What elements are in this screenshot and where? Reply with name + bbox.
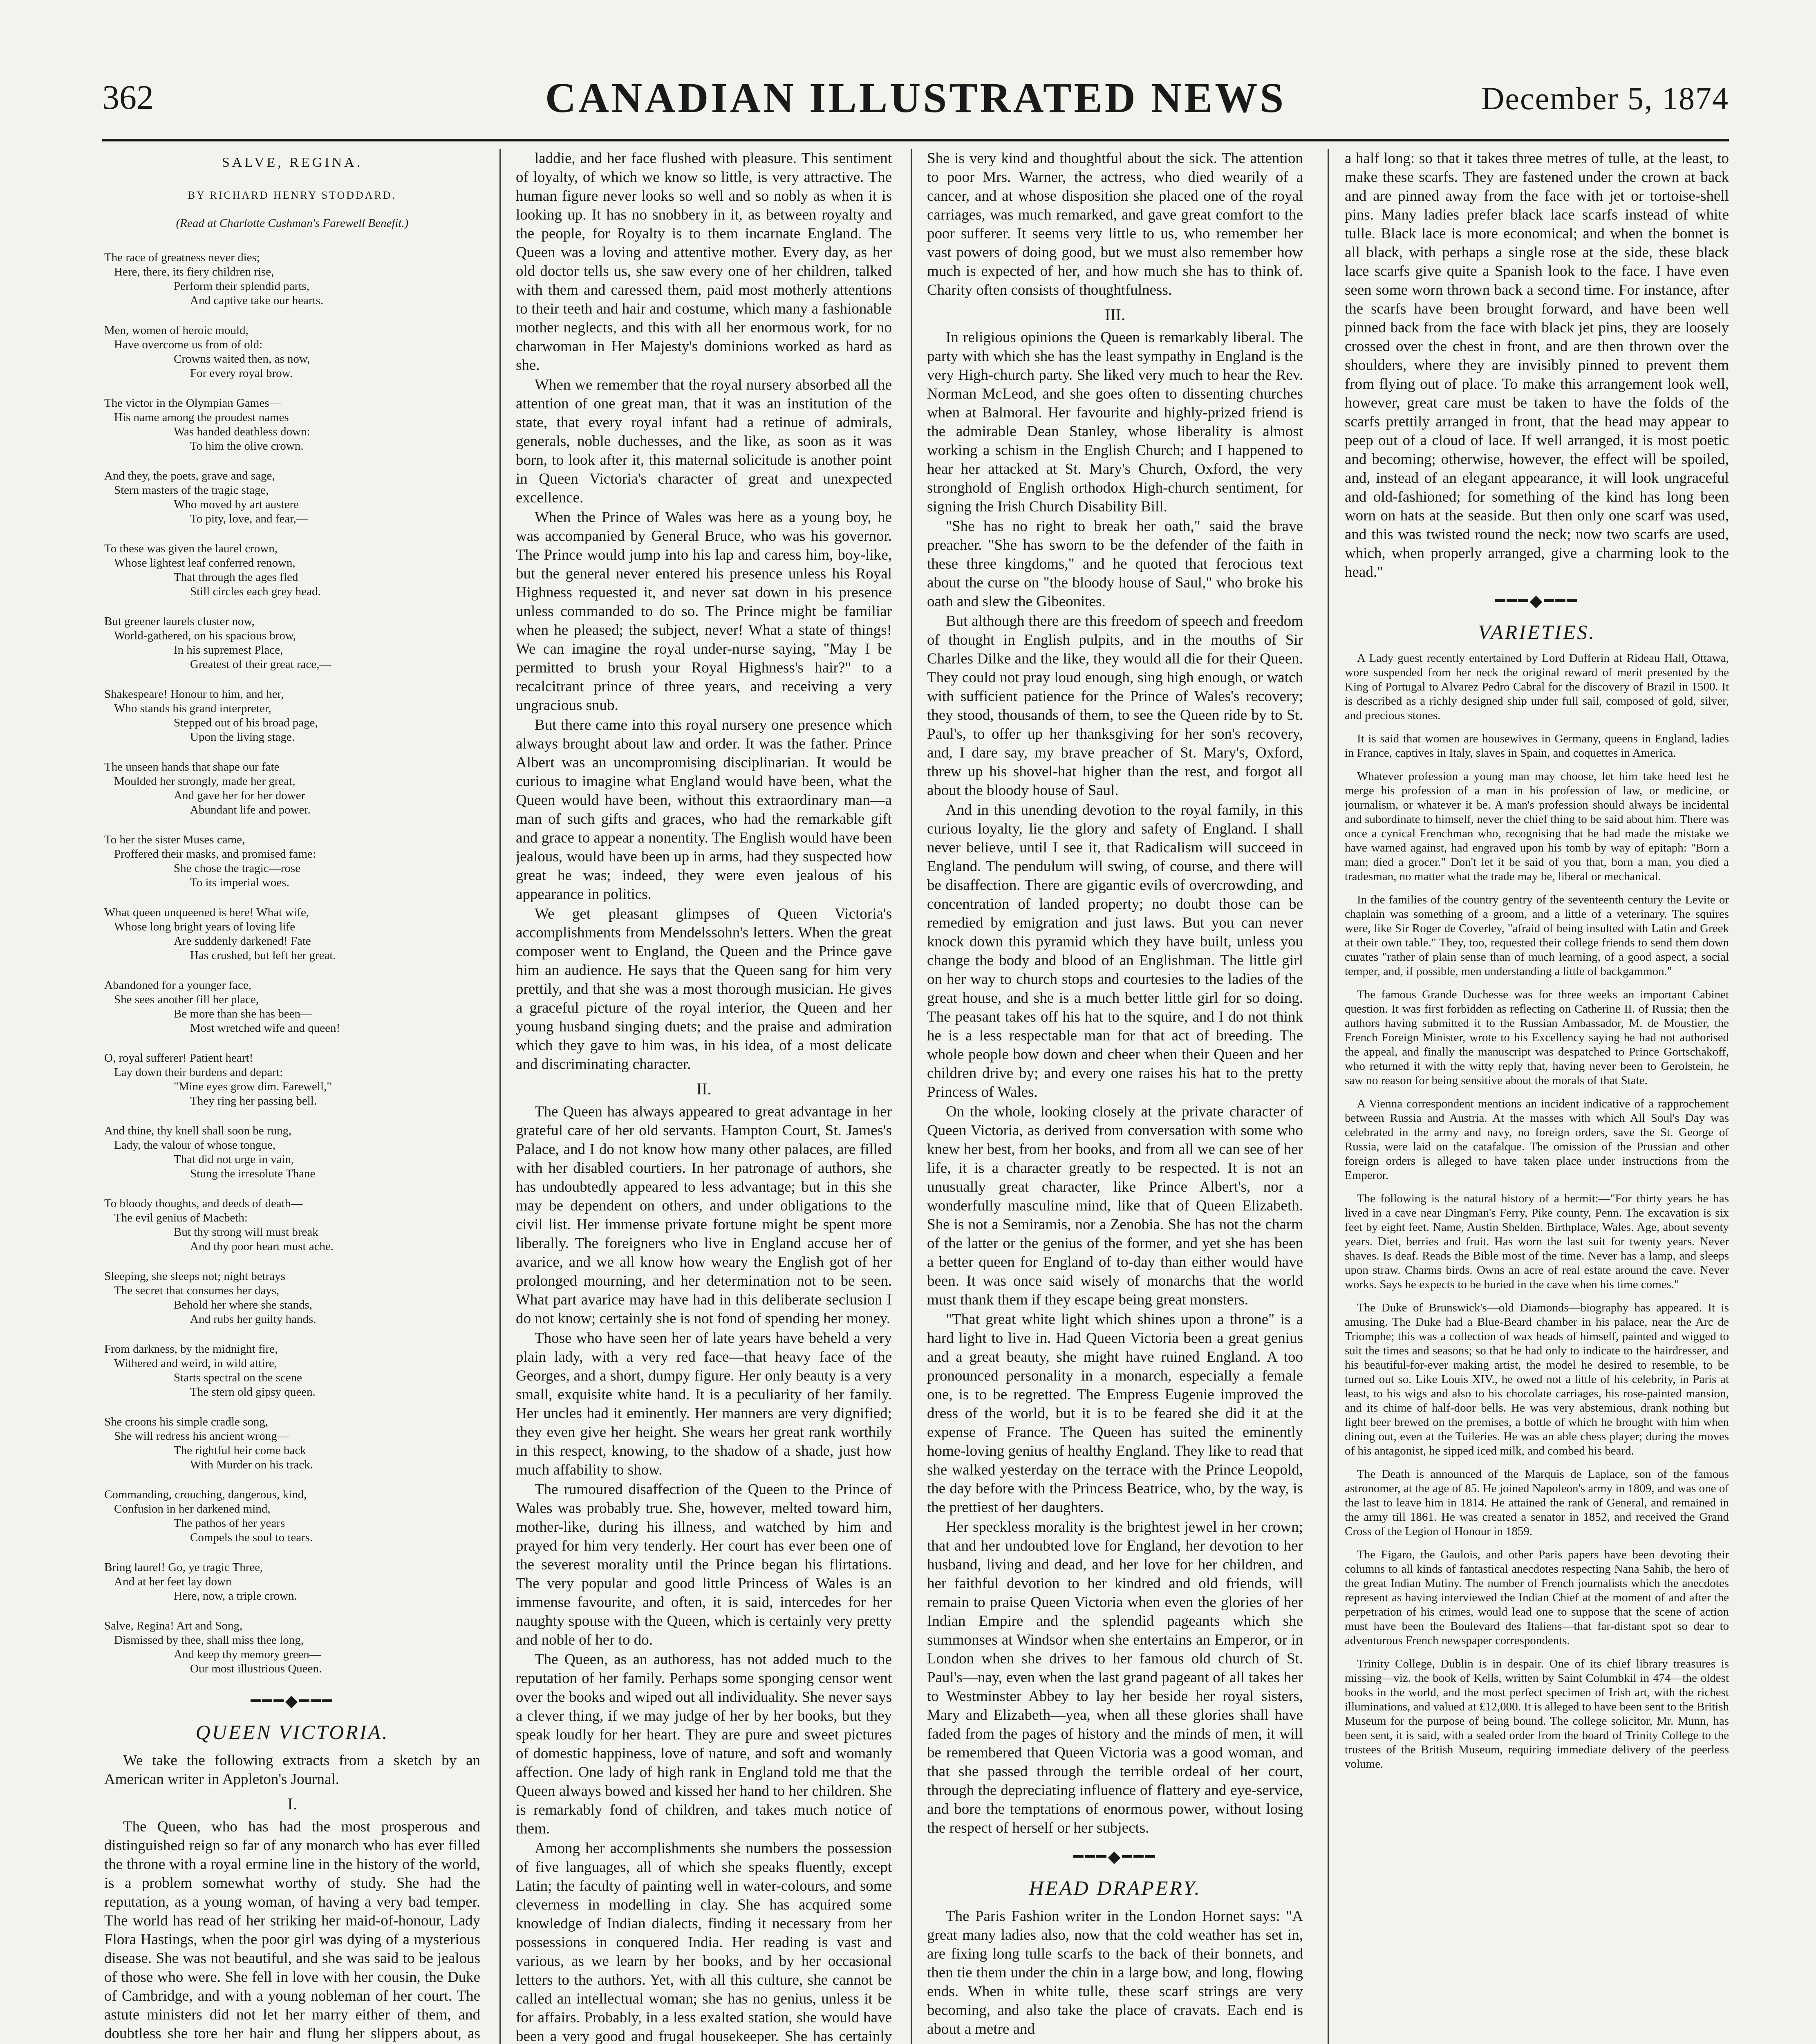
- poem-line: The evil genius of Macbeth:: [114, 1211, 248, 1224]
- varieties-item: Whatever profession a young man may choose, let him take heed lest he merge his profession of a man in his profession of law, or medicine, or journalism, or whatever it be. A man's profession should always be incidental and subordinate to himself, never the chief thing to be said about him. There was once a cynical Frenchman who, recognising that he had made the mistake we have warned against, had engraved upon his tomb by way of epitaph: "Born a man; died a grocer." Don't let it be said of you that, born a man, you died a tradesman, no matter what the trade may be, liberal or mechanical.: [1345, 770, 1729, 883]
- part-number: III.: [1105, 305, 1125, 324]
- poem-stanza: [104, 396, 480, 453]
- column-3: [927, 149, 1303, 2044]
- poem-line: Behold her where she stands,: [174, 1298, 313, 1311]
- poem-line: She chose the tragic—rose: [174, 862, 301, 875]
- varieties-item: A Lady guest recently entertained by Lord Dufferin at Rideau Hall, Ottawa, wore suspended from her neck the original reward of merit presented by the King of Portugal to Alvarez Pedro Cabral for the discovery of Brazil in 1500. It is described as a richly designed ship under full sail, composed of gold, silver, and precious stones.: [1345, 652, 1729, 722]
- poem-line: Who moved by art austere: [174, 498, 299, 511]
- article-paragraph: Among her accomplishments she numbers the possession of five languages, all of which she speaks fluently, except Latin; the faculty of painting well in water-colours, and some cleverness in modelling in clay. She has acquired some knowledge of Indian dialects, finding it necessary from her possessions in conquered India. Her reading is vast and various, as we learn by her books, and by her occasional letters to the authors. Yet, with all this culture, she cannot be called an intellectual woman; she has no genius, unless it be for affairs. Probably, in a less exalted station, she would have been a very good and frugal housekeeper. She has certainly: [516, 1840, 892, 2044]
- part-number: II.: [696, 1080, 712, 1098]
- poem-line: World-gathered, on his spacious brow,: [114, 629, 296, 642]
- page-number: 362: [102, 78, 154, 117]
- poem-stanza: [104, 833, 480, 890]
- poem-stanzas: [104, 251, 480, 1676]
- poem-stanza: [104, 542, 480, 599]
- article-body: [516, 1103, 892, 2044]
- poem-line: O, royal sufferer! Patient heart!: [104, 1051, 253, 1065]
- poem-line: Confusion in her darkened mind,: [114, 1502, 271, 1515]
- poem-stanza: [104, 1619, 480, 1676]
- article-paragraph: laddie, and her face flushed with pleasure. This sentiment of loyalty, of which we know so little, is very attractive. The human figure never looks so well and so nobly as when it is looking up. It has no snobbery in it, as between royalty and the people, for Royalty is to them incarnate England. The Queen was a loving and attentive mother. Every day, as her old doctor tells us, she saw every one of her children, talked with them and caressed them, paid most motherly attentions to their teeth and hair and costume, which many a fashionable mother neglects, and this with all her enormous work, for no charwoman in Her Majesty's dominions worked as hard as she.: [516, 150, 892, 374]
- article-paragraph: The Queen, who has had the most prosperous and distinguished reign so far of any monarch who has ever filled the throne with a royal ermine line in the history of the world, is a problem somewhat worthy of study. She had the reputation, as a young woman, of having a very bad temper. The world has read of her striking her maid-of-honour, Lady Flora Hastings, when the poor girl was dying of a mysterious disease. She was not beautiful, and she was said to be jealous of those who were. She fell in love with her cousin, the Duke of Cambridge, and with a young nobleman of her court. The astute ministers did not let her marry either of them, and doubtless she tore her hair and flung her slippers about, as: [104, 1818, 480, 2042]
- poem-line: Men, women of heroic mould,: [104, 324, 249, 337]
- poem-line: Commanding, crouching, dangerous, kind,: [104, 1488, 307, 1501]
- poem-line: She sees another fill her place,: [114, 993, 259, 1006]
- article-paragraph: When the Prince of Wales was here as a young boy, he was accompanied by General Bruce, who was his governor. The Prince would jump into his lap and caress him, boy-like, but the general never entered his presence unless his Royal Highness requested it, and never sat down in his presence unless commanded to do so. The Prince might be familiar when he pleased; the subject, never! What a state of things! We can imagine the royal under-nurse saying, "May I be permitted to brush your Royal Highness's hair?" to a recalcitrant prince of three years, and receiving a very ungracious snub.: [516, 509, 892, 714]
- poem-line: Was handed deathless down:: [174, 425, 310, 438]
- poem-stanza: [104, 760, 480, 817]
- poem-stanza: [104, 978, 480, 1035]
- poem-line: And thine, thy knell shall soon be rung,: [104, 1124, 292, 1137]
- poem-line: Here, there, its fiery children rise,: [114, 265, 274, 278]
- poem-line: Here, now, a triple crown.: [174, 1589, 297, 1602]
- poem-line: The stern old gipsy queen.: [190, 1385, 316, 1399]
- poem-line: With Murder on his track.: [190, 1458, 313, 1471]
- poem-line: To bloody thoughts, and deeds of death—: [104, 1197, 303, 1210]
- section-ornament: ━━━◆━━━: [1073, 1847, 1157, 1866]
- poem-line: Shakespeare! Honour to him, and her,: [104, 688, 284, 701]
- poem-line: "Mine eyes grow dim. Farewell,": [174, 1080, 332, 1093]
- section-ornament: ━━━◆━━━: [1495, 592, 1579, 610]
- poem-stanza: [104, 1051, 480, 1108]
- poem-line: To its imperial woes.: [190, 876, 289, 889]
- poem-line: Bring laurel! Go, ye tragic Three,: [104, 1561, 263, 1574]
- poem-line: Dismissed by thee, shall miss thee long,: [114, 1634, 304, 1647]
- poem-line: But greener laurels cluster now,: [104, 615, 255, 628]
- poem-line: To these was given the laurel crown,: [104, 542, 278, 555]
- poem-stanza: [104, 614, 480, 672]
- poem-line: Still circles each grey head.: [190, 585, 321, 598]
- poem-line: But thy strong will must break: [174, 1226, 318, 1239]
- article-paragraph: But there came into this royal nursery one presence which always brought about law and order. It was the father. Prince Albert was an uncompromising disciplinarian. It would be curious to imagine what England would have been, what the Queen would have been, without this extraordinary man—a man of such gifts and graces, who had the remarkable gift and grace to appear a nonentity. The English would have been jealous, would have been up in arms, had they suspected how great he was; indeed, they were even jealous of his appearance in politics.: [516, 717, 892, 903]
- varieties-item: Trinity College, Dublin is in despair. One of its chief library treasures is missing—viz. the book of Kells, written by Saint Columbkil in 474—the oldest books in the world, and the most perfect specimen of Irish art, with the richest illuminations, and valued at £12,000. It is alleged to have been sent to the British Museum for the purpose of being bound. The college solicitor, Mr. Munn, has been sent, it is said, with a sealed order from the board of Trinity College to the trustees of the British Museum, requiring immediate delivery of the peerless volume.: [1345, 1657, 1729, 1771]
- varieties-item: The Death is announced of the Marquis de Laplace, son of the famous astronomer, at the age of 85. He joined Napoleon's army in 1809, and was one of the last to leave him in 1814. He attained the rank of General, and remained in the army till 1861. He was created a senator in 1852, and received the Grand Cross of the Legion of Honour in 1859.: [1345, 1468, 1729, 1538]
- poem-line: In his supremest Place,: [174, 643, 283, 657]
- poem-stanza: [104, 323, 480, 381]
- poem-line: Moulded her strongly, made her great,: [114, 775, 296, 788]
- poem-line: Whose lightest leaf conferred renown,: [114, 556, 296, 569]
- queen-victoria-heading: QUEEN VICTORIA.: [195, 1721, 389, 1744]
- poem-line: Have overcome us from of old:: [114, 338, 263, 351]
- part-number: I.: [287, 1795, 297, 1813]
- poem-line: Stung the irresolute Thane: [190, 1167, 316, 1180]
- column-divider: [499, 149, 501, 2044]
- poem-line: To her the sister Muses came,: [104, 833, 245, 846]
- poem-stanza: [104, 1342, 480, 1399]
- article-paragraph: We get pleasant glimpses of Queen Victoria's accomplishments from Mendelssohn's letters. When the great composer went to England, the Queen and the Prince gave him an audience. He says that the Queen sang for him very prettily, and that she was a most thorough musician. He gives a graceful picture of the royal interior, the Queen and her young husband singing duets; and the praise and admiration which they gave to him was, in his idea, of a most delicate and discriminating character.: [516, 905, 892, 1073]
- poem-title: SALVE, REGINA.: [222, 155, 363, 170]
- article-paragraph: Her speckless morality is the brightest jewel in her crown; that and her undoubted love for England, her devotion to her husband, living and dead, and her love for her children, and her faithful devotion to her kindred and old friends, will remain to praise Queen Victoria when even the glories of her Indian Empire and the splendid pageants which she summonses at Windsor when she entertains an Emperor, or in London when she drives to her famous old church of St. Paul's—nay, even when the last grand pageant of all takes her to Westminster Abbey to lay her beside her royal sisters, Mary and Elizabeth—yea, when all these glories shall have faded from the pages of history and the minds of men, it will be remembered that Queen Victoria was a good woman, and that she passed through the terrible ordeal of her court, through the depreciating influence of flattery and eye-service, and bore the temptations of enormous power, without losing the respect of herself or her subjects.: [927, 1519, 1303, 1836]
- poem-stanza: [104, 1197, 480, 1254]
- poem-line: She croons his simple cradle song,: [104, 1415, 269, 1428]
- varieties-item: The following is the natural history of a hermit:—"For thirty years he has lived in a cave near Dingman's Ferry, Pike county, Penn. The excavation is six feet by eight feet. Name, Austin Shelden. Birthplace, Wales. Age, about seventy years. Diet, berries and fruit. Has worn the last suit for twenty years. Never shaves. Is deaf. Reads the Bible most of the time. Never has a lamp, and sleeps upon straw. Charms birds. Owns an acre of real estate around the cave. Never works. Says he expects to be buried in the cave when his time comes.": [1345, 1192, 1729, 1291]
- poem-stanza: [104, 1124, 480, 1181]
- section-ornament: ━━━◆━━━: [251, 1692, 334, 1710]
- article-paragraph: The rumoured disaffection of the Queen to the Prince of Wales was probably true. She, however, melted toward him, mother-like, during his illness, and watched by him and prayed for him very tenderly. Her court has ever been one of the severest morality until the Prince began his flirtations. The very popular and good little Princess of Wales is an immense favourite, and often, it is said, intercedes for her naughty spouse with the Queen, which is certainly very pretty and noble of her to do.: [516, 1481, 892, 1648]
- poem-line: And keep thy memory green—: [174, 1648, 321, 1661]
- poem-line: That through the ages fled: [174, 571, 298, 584]
- poem-line: The victor in the Olympian Games—: [104, 397, 281, 410]
- poem-line: She will redress his ancient wrong—: [114, 1430, 289, 1443]
- poem-line: Are suddenly darkened! Fate: [174, 935, 311, 948]
- varieties-item: A Vienna correspondent mentions an incident indicative of a rapprochement between Russia and Austria. At the masses with which All Soul's Day was celebrated in the army and navy, no foreign orders, save the St. George of Russia, were laid on the catafalque. The omission of the Prussian and other foreign orders is alleged to have taken place under instructions from the Emperor.: [1345, 1097, 1729, 1182]
- varieties-list: [1345, 651, 1729, 1771]
- poem-line: To pity, love, and fear,—: [190, 512, 308, 525]
- poem-line: And gave her for her dower: [174, 789, 305, 802]
- poem-line: Crowns waited then, as now,: [174, 352, 310, 365]
- head-drapery-heading: HEAD DRAPERY.: [1029, 1876, 1201, 1899]
- issue-date: December 5, 1874: [1481, 81, 1729, 116]
- column-4: [1345, 149, 1729, 2044]
- article-paragraph: On the whole, looking closely at the private character of Queen Victoria, as derived from conversation with some who knew her best, from her books, and from all we can see of her life, it is a character greatly to be respected. It is not an unusually great character, like Prince Albert's, nor a wonderfully masculine mind, like that of Queen Elizabeth. She is not a Semiramis, nor a Zenobia. She has not the charm of the latter or the genius of the former, and yet she has been a better queen for England of to-day than either would have been. It was once said wisely of monarchs that the world must thank them if they escape being great monsters.: [927, 1103, 1303, 1308]
- poem-line: The secret that consumes her days,: [114, 1284, 280, 1297]
- poem-line: Most wretched wife and queen!: [190, 1022, 340, 1035]
- column-2: [516, 149, 892, 2044]
- poem-stanza: [104, 469, 480, 526]
- masthead-rule: [102, 139, 1729, 141]
- head-drapery-paragraph: a half long: so that it takes three metres of tulle, at the least, to make these scarfs. They are fastened under the crown at back and are pinned away from the face with jet or tortoise-shell pins. Many ladies prefer black lace scarfs instead of white tulle. Black lace is more economical; and when the bonnet is all black, with perhaps a single rose at the side, these black lace scarfs give quite a Spanish look to the face. I have even seen some worn thrown back a second time. For instance, after the scarfs have been brought forward, and have been well pinned back from the face with black jet pins, they are loosely crossed over the chest in front, and are then thrown over the shoulders, where they are invisibly pinned to prevent them from flying out of place. To make this arrangement look well, however, great care must be taken to have the folds of the scarfs prettily arranged in front, that the head may appear to peep out of a cloud of lace. If well arranged, it is most poetic and becoming; otherwise, however, the effect will be spoiled, and, instead of an elegant appearance, it will look ungraceful and old-fashioned; for something of the kind has long been worn on hats at the seaside. But then only one scarf was used, and this was twisted round the neck; now two scarfs are used, which, when properly arranged, give a charming look to the head.": [1345, 150, 1729, 580]
- poem-stanza: [104, 1488, 480, 1545]
- poem-line: Salve, Regina! Art and Song,: [104, 1619, 243, 1632]
- poem-line: Be more than she has been—: [174, 1007, 313, 1020]
- column-divider: [1328, 149, 1329, 2044]
- poem-line: And they, the poets, grave and sage,: [104, 469, 275, 482]
- poem-stanza: [104, 251, 480, 308]
- poem-byline: BY RICHARD HENRY STODDARD.: [188, 189, 397, 201]
- poem-line: Withered and weird, in wild attire,: [114, 1357, 278, 1370]
- article-paragraph: When we remember that the royal nursery absorbed all the attention of one great man, that it was an institution of the state, that every royal infant had a retinue of admirals, generals, noble duchesses, and the like, as soon as it was born, to look after it, this maternal solicitude is another point in Queen Victoria's character of great and unexpected excellence.: [516, 377, 892, 506]
- varieties-item: The famous Grande Duchesse was for three weeks an important Cabinet question. It was first forbidden as reflecting on Catherine II. of Russia; then the authors having submitted it to the Russian Ambassador, M. de Moustier, the French Foreign Minister, wrote to his Excellency saying he had not authorised the appeal, and finally the manuscript was despatched to Prince Gortschakoff, who returned it with the witty reply that, having never been to Gerolstein, he saw no reason for being sensitive about the morals of that State.: [1345, 988, 1729, 1087]
- masthead: [102, 61, 1729, 135]
- article-body: [927, 328, 1303, 1838]
- poem-line: Proffered their masks, and promised fame:: [114, 847, 316, 861]
- poem-line: And rubs her guilty hands.: [190, 1313, 316, 1326]
- poem-line: His name among the proudest names: [114, 411, 289, 424]
- poem-line: The rightful heir come back: [174, 1444, 306, 1457]
- poem-line: Our most illustrious Queen.: [190, 1662, 322, 1675]
- varieties-item: It is said that women are housewives in Germany, queens in England, ladies in France, captives in Italy, slaves in Spain, and coquettes in America.: [1345, 732, 1729, 760]
- poem-line: Abandoned for a younger face,: [104, 979, 251, 992]
- poem-line: And thy poor heart must ache.: [190, 1240, 334, 1253]
- poem-line: Whose long bright years of loving life: [114, 920, 295, 933]
- article-paragraph: The Queen, as an authoress, has not added much to the reputation of her family. Perhaps some sponging censor went over the books and wiped out all individuality. She never says a clever thing, if we may judge of her by her books, but they speak loudly for her heart. They are pure and sweet pictures of domestic happiness, love of nature, and soft and womanly affection. One lady of high rank in England told me that the Queen always bowed and kissed her hand to her children. She is remarkably fond of children, and takes much notice of them.: [516, 1651, 892, 1837]
- poem-line: Upon the living stage.: [190, 731, 295, 744]
- poem-line: Lady, the valour of whose tongue,: [114, 1139, 276, 1152]
- poem-line: And at her feet lay down: [114, 1575, 232, 1588]
- article-paragraph: "That great white light which shines upon a throne" is a hard light to live in. Had Queen Victoria been a great genius and a great beauty, she might have ruined England. A too pronounced personality in a monarch, especially a female one, is to be regretted. The Empress Eugenie improved the dress of the world, but it is to be feared she did it at the expense of France. The Queen has suited the eminently home-loving genius of healthy England. They like to read that she walked yesterday on the terrace with the Prince Leopold, the day before with the Princess Beatrice, who, by the way, is the prettiest of her daughters.: [927, 1311, 1303, 1516]
- poem-line: Who stands his grand interpreter,: [114, 702, 271, 715]
- column-1: [104, 149, 480, 2044]
- poem-line: Compels the soul to tears.: [190, 1531, 313, 1544]
- varieties-item: The Figaro, the Gaulois, and other Paris papers have been devoting their columns to all kinds of fantastical anecdotes respecting Nana Sahib, the hero of the great Indian Mutiny. The number of French journalists which the anecdotes represent as having interviewed the Indian Chief at the moment of and after the perpetration of his crimes, would lead one to suppose that the scene of action must have been the Boulevard des Italiens—that far-distant spot so dear to adventurous French newspaper correspondents.: [1345, 1548, 1729, 1647]
- article-paragraph: In religious opinions the Queen is remarkably liberal. The party with which she has the least sympathy in England is the very High-church party. She liked very much to hear the Rev. Norman McLeod, and she goes often to dissenting churches when at Balmoral. Her favourite and highly-prized friend is the admirable Dean Stanley, whose liberality is almost working a schism in the English Church; and I happened to hear her attacked at St. Mary's Church, Oxford, the very stronghold of English orthodox High-church sentiment, for signing the Irish Church Disability Bill.: [927, 329, 1303, 515]
- poem-line: Greatest of their great race,—: [190, 658, 331, 671]
- varieties-item: In the families of the country gentry of the seventeenth century the Levite or chaplain was something of a groom, and a little of a veterinary. The squires were, like Sir Roger de Coverley, "afraid of being insulted with Latin and Greek at their own table." They, too, requested their college friends to send them down curates "rather of plain sense than of much learning, of a good aspect, a social temper, and, if possible, men understanding a little of backgammon.": [1345, 893, 1729, 978]
- poem-stanza: [104, 687, 480, 744]
- article-paragraph: And in this unending devotion to the royal family, in this curious loyalty, lie the glory and safety of England. I shall never believe, until I see it, that Radicalism will succeed in England. The pendulum will swing, of course, and there will be disaffection. There are gigantic evils of overcrowding, and concentration of landed property; no doubt those can be remedied by emigration and just laws. But you can never knock down this pyramid which they have built, unless you change the body and blood of an Englishman. The little girl on her way to church stops and courtesies to the ladies of the great house, and she is a much better little girl for so doing. The peasant takes off his hat to the squire, and I do not think he is a less respectable man for that act of breeding. The whole people bow down and cheer when their Queen and her children drive by; and every one raises his hat to the pretty Princess of Wales.: [927, 802, 1303, 1100]
- column-divider: [911, 149, 912, 2044]
- poem-line: And captive take our hearts.: [190, 294, 324, 307]
- poem-note: (Read at Charlotte Cushman's Farewell Benefit.): [176, 217, 409, 230]
- article-body: [516, 149, 892, 1074]
- poem-line: Stern masters of the tragic stage,: [114, 484, 269, 497]
- poem-line: The pathos of her years: [174, 1517, 285, 1530]
- article-paragraph: "She has no right to break her oath," said the brave preacher. "She has sworn to be the defender of the faith in these three kingdoms," and he quoted that ferocious text about the curse on "the bloody house of Saul," who broke his oath and slew the Gibeonites.: [927, 518, 1303, 610]
- poem-line: To him the olive crown.: [190, 439, 304, 453]
- poem-line: Stepped out of his broad page,: [174, 716, 318, 729]
- article-body: [104, 1818, 480, 2044]
- poem-line: Perform their splendid parts,: [174, 280, 309, 293]
- poem-line: What queen unqueened is here! What wife,: [104, 906, 309, 919]
- poem-line: Lay down their burdens and depart:: [114, 1066, 283, 1079]
- poem-line: That did not urge in vain,: [174, 1153, 294, 1166]
- article-paragraph: But although there are this freedom of speech and freedom of thought in English pulpits, and in the mouths of Sir Charles Dilke and the like, they would all die for their Queen. They could not pray loud enough, sing high enough, or watch with sufficient patience for the Prince of Wales's recovery; they stood, thousands of them, to see the Queen ride by to St. Paul's, to offer up her thanksgiving for her son's recovery, and, I dare say, my brave preacher of St. Mary's, Oxford, threw up his shovel-hat higher than the rest, and forgot all about the bloody house of Saul.: [927, 613, 1303, 799]
- poem-stanza: [104, 905, 480, 963]
- poem-line: The race of greatness never dies;: [104, 251, 260, 264]
- poem-line: Starts spectral on the scene: [174, 1371, 302, 1384]
- poem-line: They ring her passing bell.: [190, 1094, 317, 1107]
- poem-stanza: [104, 1269, 480, 1327]
- queen-victoria-intro: We take the following extracts from a sketch by an American writer in Appleton's Journal.: [104, 1752, 480, 1788]
- poem-line: Has crushed, but left her great.: [190, 949, 336, 962]
- article-paragraph: She is very kind and thoughtful about the sick. The attention to poor Mrs. Warner, the actress, who died wearily of a cancer, and at whose disposition she placed one of the royal carriages, was much remarked, and gave great comfort to the poor sufferer. It seems very little to us, who remember her vast powers of doing good, but we must also remember how much is expected of her, and how much she has to think of. Charity often consists of thoughtfulness.: [927, 150, 1303, 298]
- paper-title: CANADIAN ILLUSTRATED NEWS: [545, 74, 1286, 121]
- head-drapery-paragraph: The Paris Fashion writer in the London Hornet says: "A great many ladies also, now that the cold weather has set in, are fixing long tulle scarfs to the back of their bonnets, and then tie them under the chin in a large bow, and long, flowing ends. When in white tulle, these scarf strings are very becoming, and also take the place of cravats. Each end is about a metre and: [927, 1908, 1303, 2037]
- poem-stanza: [104, 1415, 480, 1472]
- article-paragraph: The Queen has always appeared to great advantage in her grateful care of her old servants. Hampton Court, St. James's Palace, and I do not know how many other palaces, are filled with her disabled courtiers. In her patronage of authors, she has undoubtedly appeared to less advantage; but in this she may be dependent on others, and under obligations to the civil list. Her immense private fortune might be spent more liberally. The foreigners who live in England accuse her of avarice, and we all know how weary the English got of her prolonged mourning, and her determination not to be seen. What part avarice may have had in this deliberate seclusion I do not know; certainly she is not fond of spending her money.: [516, 1103, 892, 1327]
- poem-line: Sleeping, she sleeps not; night betrays: [104, 1270, 285, 1283]
- varieties-item: The Duke of Brunswick's—old Diamonds—biography has appeared. It is amusing. The Duke had a Blue-Beard chamber in his palace, near the Arc de Triomphe; this was a collection of wax heads of himself, painted and wigged to suit the times and seasons; so that he had only to indicate to the hairdresser, and his beautiful-for-ever making artist, the model he desired to resemble, to be turned out so. Like Louis XIV., he owed not a little of his celebrity, in Paris at least, to his wigs and also to his chocolate carriages, his rose-painted mansion, and its chime of half-door bells. He was very abstemious, drank nothing but light beer brewed on the premises, a bottle of which he brought with him when dining out, even at the Tuileries. He was an able chess player; during the moves of his antagonist, he sipped iced milk, and combed his beard.: [1345, 1301, 1729, 1457]
- poem-line: From darkness, by the midnight fire,: [104, 1342, 278, 1356]
- poem-line: The unseen hands that shape our fate: [104, 760, 280, 773]
- poem-stanza: [104, 1560, 480, 1603]
- poem-line: Abundant life and power.: [190, 803, 311, 816]
- poem-line: For every royal brow.: [190, 367, 293, 380]
- article-paragraph: Those who have seen her of late years have beheld a very plain lady, with a very red face—that heavy face of the Georges, and a short, dumpy figure. Her only beauty is a very small, exquisite white hand. It is a peculiarity of her family. Her uncles had it eminently. Her manners are very dignified; they even give her height. She wears her great rank worthily in this respect, knowing, to the shadow of a shade, just how much affability to show.: [516, 1330, 892, 1478]
- varieties-heading: VARIETIES.: [1478, 621, 1596, 643]
